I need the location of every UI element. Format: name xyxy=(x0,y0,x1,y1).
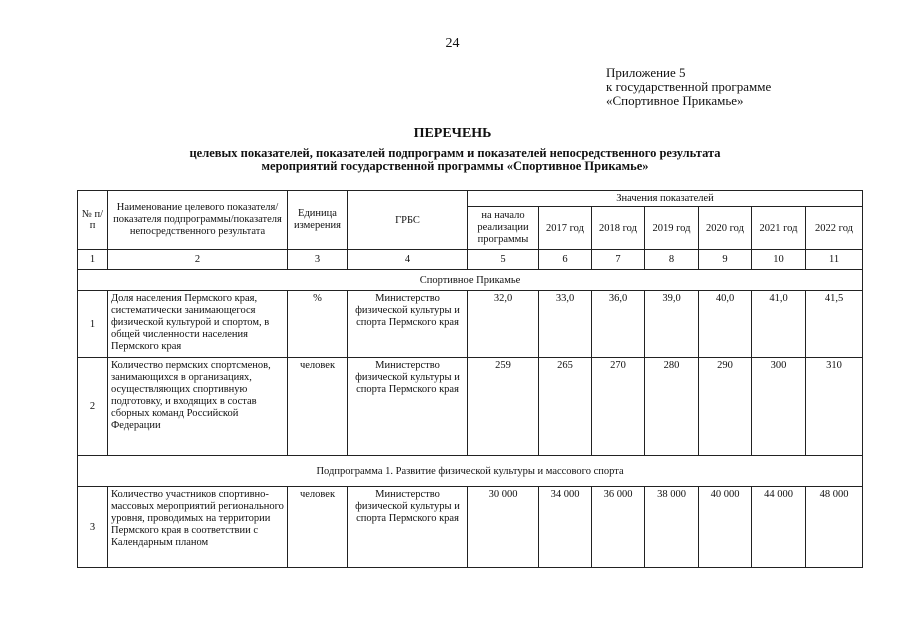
subprogram-title: Подпрограмма 1. Развитие физической культуры и массового спорта xyxy=(78,456,863,487)
row-value-start: 30 000 xyxy=(468,487,539,568)
column-number: 4 xyxy=(348,250,468,270)
row-value-2019: 39,0 xyxy=(645,291,699,358)
header-unit: Единица измерения xyxy=(288,191,348,250)
column-number: 9 xyxy=(699,250,752,270)
row-value-2022: 41,5 xyxy=(806,291,863,358)
row-value-2020: 40,0 xyxy=(699,291,752,358)
header-2019: 2019 год xyxy=(645,207,699,250)
row-num: 3 xyxy=(78,487,108,568)
header-grbs: ГРБС xyxy=(348,191,468,250)
row-value-2017: 33,0 xyxy=(539,291,592,358)
row-value-2017: 265 xyxy=(539,358,592,456)
page-number: 24 xyxy=(445,36,460,51)
subtitle-line-1: целевых показателей, показателей подпрограмм и показателей непосредственного результата xyxy=(189,146,721,160)
header-2021: 2021 год xyxy=(752,207,806,250)
row-grbs: Министерство физической культуры и спорта Пермского края xyxy=(348,291,468,358)
table-row xyxy=(78,291,863,358)
row-value-2018: 36,0 xyxy=(592,291,645,358)
row-value-2018: 270 xyxy=(592,358,645,456)
document-title: ПЕРЕЧЕНЬ xyxy=(413,126,492,141)
row-value-2018: 36 000 xyxy=(592,487,645,568)
column-number: 7 xyxy=(592,250,645,270)
table-row xyxy=(78,487,863,568)
header-2018: 2018 год xyxy=(592,207,645,250)
row-value-2017: 34 000 xyxy=(539,487,592,568)
row-value-2019: 38 000 xyxy=(645,487,699,568)
header-start: на начало реализации программы xyxy=(468,207,539,250)
row-grbs: Министерство физической культуры и спорта Пермского края xyxy=(348,358,468,456)
row-value-2020: 40 000 xyxy=(699,487,752,568)
appendix-line-3: «Спортивное Прикамье» xyxy=(606,93,744,108)
row-num: 1 xyxy=(78,291,108,358)
column-number: 11 xyxy=(806,250,863,270)
appendix-note xyxy=(606,66,771,108)
appendix-line-1: Приложение 5 xyxy=(606,65,686,80)
row-unit: человек xyxy=(288,487,348,568)
row-num: 2 xyxy=(78,358,108,456)
section-row xyxy=(78,270,863,291)
header-values: Значения показателей xyxy=(468,191,863,207)
row-name: Доля населения Пермского края, систематически занимающегося физической культурой и спортом, в общей численности населения Пермского края xyxy=(108,291,288,358)
subprogram-row xyxy=(78,456,863,487)
row-unit: человек xyxy=(288,358,348,456)
header-2017: 2017 год xyxy=(539,207,592,250)
section-title: Спортивное Прикамье xyxy=(78,270,863,291)
header-row xyxy=(78,191,863,207)
header-num: № п/п xyxy=(78,191,108,250)
subtitle-line-2: мероприятий государственной программы «Спортивное Прикамье» xyxy=(261,159,649,173)
row-value-2022: 310 xyxy=(806,358,863,456)
appendix-line-2: к государственной программе xyxy=(606,79,772,94)
row-value-2022: 48 000 xyxy=(806,487,863,568)
row-name: Количество участников спортивно-массовых мероприятий регионального уровня, проводимых на территории Пермского края в соответствии с Календарным планом xyxy=(108,487,288,568)
column-number: 1 xyxy=(78,250,108,270)
document-subtitle xyxy=(60,147,850,173)
row-name: Количество пермских спортсменов, занимающихся в организациях, осуществляющих спортивную подготовку, и входящих в состав сборных команд Российской Федерации xyxy=(108,358,288,456)
column-number: 2 xyxy=(108,250,288,270)
row-value-2021: 41,0 xyxy=(752,291,806,358)
indicators-table xyxy=(77,190,863,568)
column-numbers-row xyxy=(78,250,863,270)
header-2022: 2022 год xyxy=(806,207,863,250)
row-value-2020: 290 xyxy=(699,358,752,456)
header-2020: 2020 год xyxy=(699,207,752,250)
table-row xyxy=(78,358,863,456)
row-unit: % xyxy=(288,291,348,358)
row-value-2019: 280 xyxy=(645,358,699,456)
column-number: 5 xyxy=(468,250,539,270)
row-value-2021: 300 xyxy=(752,358,806,456)
row-value-start: 259 xyxy=(468,358,539,456)
header-name: Наименование целевого показателя/показателя подпрограммы/показателя непосредственного результата xyxy=(108,191,288,250)
row-value-start: 32,0 xyxy=(468,291,539,358)
row-grbs: Министерство физической культуры и спорта Пермского края xyxy=(348,487,468,568)
column-number: 3 xyxy=(288,250,348,270)
row-value-2021: 44 000 xyxy=(752,487,806,568)
column-number: 8 xyxy=(645,250,699,270)
column-number: 6 xyxy=(539,250,592,270)
column-number: 10 xyxy=(752,250,806,270)
